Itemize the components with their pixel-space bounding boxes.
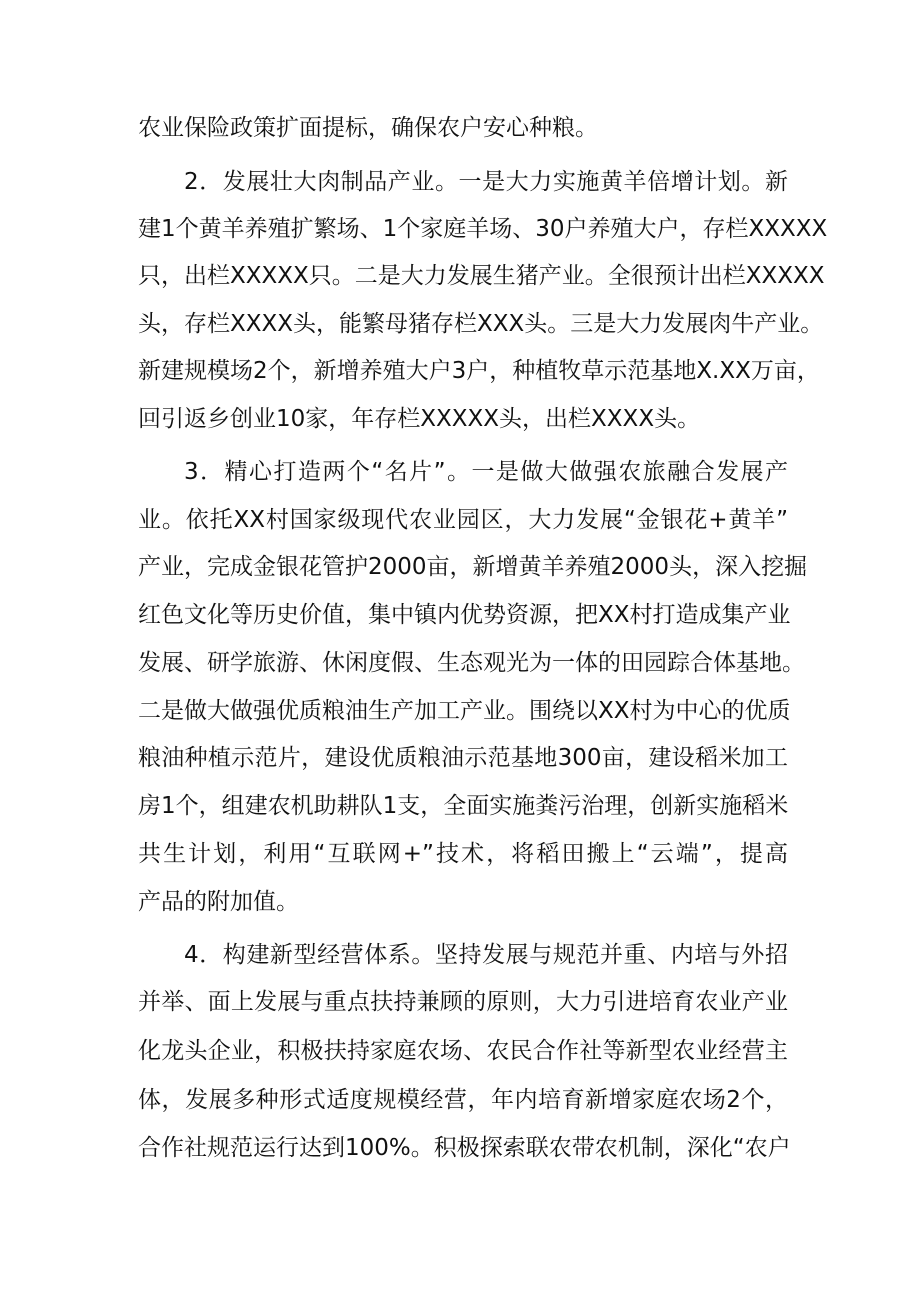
text-line: 红色文化等历史价值，集中镇内优势资源，把XX村打造成集产业 <box>138 602 791 628</box>
text-line: 产品的附加值。 <box>138 889 299 915</box>
text-line: 粮油种植示范片，建设优质粮油示范基地300亩，建设稻米加工 <box>138 745 788 771</box>
text-line: 2．发展壮大肉制品产业。一是大力实施黄羊倍增计划。新 <box>184 169 788 195</box>
text-line: 业。依托XX村国家级现代农业园区，大力发展“金银花+黄羊” <box>138 507 788 533</box>
text-line: 发展、研学旅游、休闲度假、生态观光为一体的田园踪合体基地。 <box>138 650 805 676</box>
text-line: 产业，完成金银花管护2000亩，新增黄羊养殖2000头，深入挖掘 <box>138 554 808 580</box>
text-line: 建1个黄羊养殖扩繁场、1个家庭羊场、30户养殖大户，存栏XXXXX <box>138 216 828 242</box>
text-line: 化龙头企业，积极扶持家庭农场、农民合作社等新型农业经营主 <box>138 1038 788 1064</box>
text-line: 体，发展多种形式适度规模经营，年内培育新增家庭农场2个， <box>138 1087 788 1113</box>
text-line: 回引返乡创业10家，年存栏XXXXX头，出栏XXXX头。 <box>138 406 701 432</box>
text-line: 二是做大做强优质粮油生产加工产业。围绕以XX村为中心的优质 <box>138 698 791 724</box>
text-line: 头，存栏XXXX头，能繁母猪存栏XXX头。三是大力发展肉牛产业。 <box>138 311 824 337</box>
text-line: 合作社规范运行达到100%。积极探索联农带农机制，深化“农户 <box>138 1135 791 1161</box>
text-line: 只，出栏XXXXX只。二是大力发展生猪产业。全很预计出栏XXXXX <box>138 263 825 289</box>
text-line: 4．构建新型经营体系。坚持发展与规范并重、内培与外招 <box>184 942 788 968</box>
text-line: 房1个，组建农机助耕队1支，全面实施粪污治理，创新实施稻米 <box>138 793 789 819</box>
text-line: 3．精心打造两个“名片”。一是做大做强农旅融合发展产 <box>184 459 788 485</box>
text-line: 新建规模场2个，新增养殖大户3户，种植牧草示范基地X.XX万亩， <box>138 358 820 384</box>
text-line: 共生计划，利用“互联网+”技术，将稻田搬上“云端”，提高 <box>138 841 788 867</box>
text-line: 并举、面上发展与重点扶持兼顾的原则，大力引进培育农业产业 <box>138 989 788 1015</box>
text-line: 农业保险政策扩面提标，确保农户安心种粮。 <box>138 115 598 141</box>
